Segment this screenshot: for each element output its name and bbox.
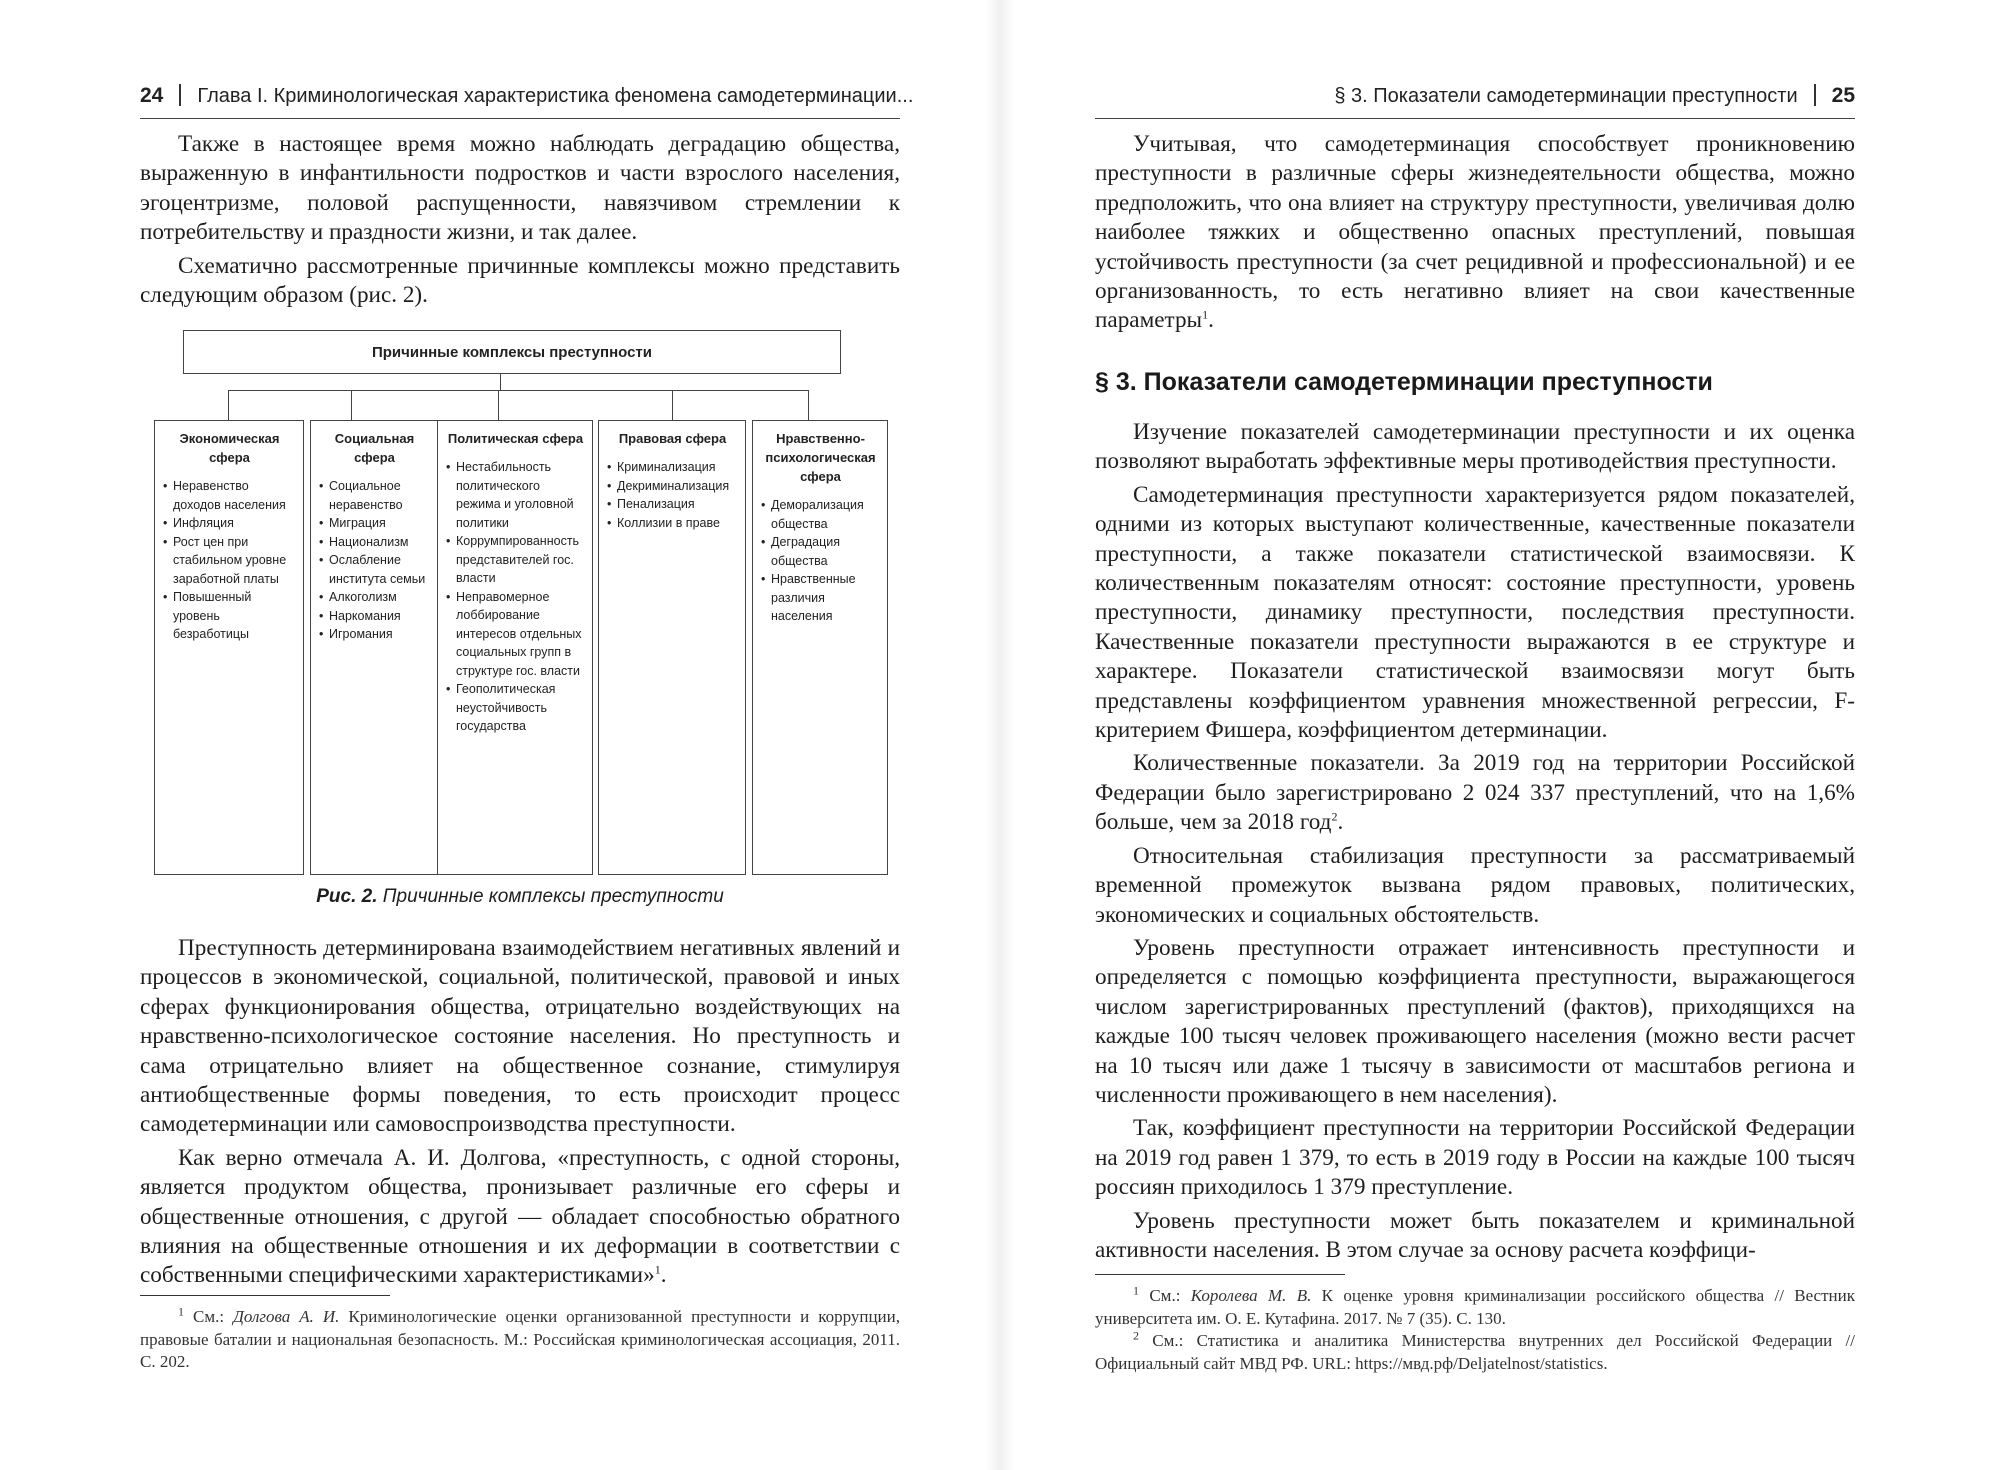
column-item: • Социальное неравенство [317, 477, 432, 514]
paragraph-text: Как верно отмечала А. И. Долгова, «преступность, с одной стороны, является продуктом общества, пронизывает различные его сферы и общественные отношения, с другой — обладает способностью обратного влияния на общественные отношения и их деформации в соответствии с собственными специфическими характеристиками» [140, 1144, 900, 1289]
footnote-prefix: См.: [193, 1307, 234, 1326]
footnote [1095, 1285, 1855, 1330]
column-item: • Инфляция [161, 514, 298, 533]
footnote-mark: 1 [1133, 1283, 1139, 1298]
diagram-column-political [437, 420, 593, 875]
diagram-column-moral [752, 420, 888, 875]
connector-line [351, 390, 352, 420]
paragraph-text: Уровень преступности отражает интенсивность преступности и определяется с помощью коэффициента преступности, выражающегося числом зарегистрированных преступлений (фактов), приходящихся на каждые 100 тысяч человек проживающего населения (можно вести расчет на 10 тысяч или даже 1 тысячу в зависимости от масштабов региона и численности проживающего в нем населения). [1095, 934, 1855, 1108]
paragraph [1095, 749, 1855, 837]
section-heading: § 3. Показатели самодетерминации преступности [1095, 368, 1713, 396]
footnote-prefix: См.: [1149, 1286, 1191, 1305]
connector-line [228, 390, 229, 420]
footnote-author: Долгова А. И. [233, 1307, 340, 1326]
left-footnotes [140, 1306, 900, 1374]
column-item: • Декриминализация [605, 477, 740, 496]
paragraph [1095, 842, 1855, 930]
column-item: • Пенализация [605, 495, 740, 514]
column-item: • Рост цен при стабильном уровне заработной платы [161, 533, 298, 589]
diagram-title: Причинные комплексы преступности [371, 343, 653, 361]
footnote-text: К оценке уровня криминализации российского общества // Вестник университета им. О. Е. Кутафина. 2017. № 7 (35). С. 130. [1095, 1286, 1855, 1328]
footnote-rule [1095, 1274, 1345, 1275]
footnote-ref[interactable]: 2 [1331, 809, 1338, 824]
footnote-prefix: См.: [1152, 1331, 1197, 1350]
header-rule [1095, 118, 1855, 119]
paragraph-text: Преступность детерминирована взаимодействием негативных явлений и процессов в экономической, социальной, политической, правовой и иных сферах функционирования общества, отрицательно воздействующих на нравственно-психологическое состояние населения. Но преступность и сама отрицательно влияет на общественное сознание, стимулируя антиобщественные формы поведения, то есть происходит процесс самодетерминации или самовоспроизводства преступности. [140, 935, 900, 1138]
right-body-bottom [1095, 418, 1855, 1269]
footnote-text: Статистика и аналитика Министерства внутренних дел Российской Федерации // Официальный сайт МВД РФ. URL: https://мвд.рф/Deljatelnost/statistics. [1095, 1331, 1856, 1373]
diagram-title-box [183, 330, 841, 374]
column-item: • Нравственные различия населения [759, 570, 882, 626]
diagram-column-legal [598, 420, 746, 875]
footnote-mark: 1 [178, 1304, 184, 1319]
footnote [140, 1306, 900, 1374]
paragraph-text: Изучение показателей самодетерминации преступности и их оценка позволяют выработать эффективные меры противодействия преступности. [1095, 419, 1855, 475]
paragraph-text: Учитывая, что самодетерминация способствует проникновению преступности в различные сферы жизнедеятельности общества, можно предположить, что она влияет на структуру преступности, увеличивая долю наиболее тяжких и общественно опасных преступлений, повышая устойчивость преступности (за счет рецидивной и профессиональной) и ее организованность, то есть негативно влияет на свои качественные параметры [1095, 131, 1855, 334]
page-number: 24 [140, 84, 164, 107]
paragraph-text: Количественные показатели. За 2019 год на территории Российской Федерации было зарегистрировано 2 024 337 преступлений, что на 1,6% больше, чем за 2018 год [1095, 750, 1855, 836]
paragraph: Схематично рассмотренные причинные комплексы можно представить следующим образом (рис. 2). [140, 252, 900, 309]
connector-line [498, 390, 499, 420]
column-item: • Алкоголизм [317, 588, 432, 607]
column-item: • Коррумпированность представителей гос. власти [444, 532, 587, 588]
footnote-ref[interactable]: 1 [654, 1262, 661, 1277]
paragraph [1095, 934, 1855, 1110]
column-item: • Повышенный уровень безработицы [161, 588, 298, 644]
header-rule [140, 118, 900, 119]
header-separator [1814, 84, 1816, 106]
footnote-mark: 2 [1133, 1328, 1139, 1343]
footnote-text: Криминологические оценки организованной преступности и коррупции, правовые баталии и национальная безопасность. М.: Российская криминологическая ассоциация, 2011. С. 202. [140, 1307, 901, 1371]
column-title: Социальная сфера [334, 431, 415, 465]
connector-line [228, 390, 808, 391]
paragraph-text: Так, коэффициент преступности на территории Российской Федерации на 2019 год равен 1 379, то есть в 2019 году в России на каждые 100 тысяч россиян приходилось 1 379 преступление. [1095, 1115, 1855, 1201]
left-body-bottom [140, 934, 900, 1295]
column-item: • Деморализация общества [759, 496, 882, 533]
paragraph [1095, 1114, 1855, 1202]
header-separator [179, 84, 181, 106]
paragraph-text: Относительная стабилизация преступности за рассматриваемый временной промежуток вызвана рядом правовых, политических, экономических и социальных обстоятельств. [1095, 842, 1855, 928]
running-title: Глава I. Криминологическая характеристика феномена самодетерминации... [197, 85, 914, 107]
footnote-ref[interactable]: 1 [1202, 307, 1209, 322]
paragraph-text: Самодетерминация преступности характеризуется рядом показателей, одними из которых выступают количественные, качественные показатели преступности, а также показатели статистической взаимосвязи. К количественным показателям относят: состояние преступности, уровень преступности, динамику преступности, последствия преступности. Качественные показатели преступности выражаются в ее структуре и характере. Показатели статистической взаимосвязи могут быть представлены коэффициентом уравнения множественной регрессии, F-критерием Фишера, коэффициентом детерминации. [1095, 481, 1855, 744]
paragraph [1095, 418, 1855, 477]
column-item: • Игромания [317, 625, 432, 644]
column-item: • Миграция [317, 514, 432, 533]
diagram-column-economic [154, 420, 304, 875]
column-item: • Неравенство доходов населения [161, 477, 298, 514]
paragraph-tail: . [1208, 307, 1214, 334]
right-footnotes [1095, 1285, 1855, 1375]
paragraph-tail: . [1337, 809, 1344, 836]
left-page-header [140, 84, 913, 108]
page-number: 25 [1831, 84, 1855, 107]
column-item: • Наркомания [317, 607, 432, 626]
column-title: Правовая сфера [618, 431, 727, 446]
column-item: • Нестабильность политического режима и уголовной политики [444, 458, 587, 532]
right-body-top [1095, 130, 1855, 340]
connector-line [672, 390, 673, 420]
figure-caption [140, 886, 900, 908]
column-title: Нравственно-психологическая сфера [765, 431, 876, 484]
column-item: • Национализм [317, 533, 432, 552]
figure-label: Рис. 2. [316, 886, 378, 907]
causal-complex-diagram [140, 330, 900, 875]
connector-line [500, 374, 501, 390]
column-item: • Ослабление института семьи [317, 551, 432, 588]
running-title: § 3. Показатели самодетерминации преступности [1334, 85, 1798, 107]
paragraph [140, 934, 900, 1140]
column-title: Политическая сфера [447, 431, 584, 446]
figure-caption-text: Причинные комплексы преступности [382, 886, 724, 907]
column-title: Экономическая сфера [179, 431, 280, 465]
connector-line [808, 390, 809, 420]
column-item: • Коллизии в праве [605, 514, 740, 533]
diagram-column-social [310, 420, 438, 875]
paragraph: Также в настоящее время можно наблюдать деградацию общества, выраженную в инфантильности подростков и части взрослого населения, эгоцентризме, половой распущенности, навязчивом стремлении к потребительству и праздности жизни, и так далее. [140, 131, 900, 246]
paragraph-text: Уровень преступности может быть показателем и криминальной активности населения. В этом случае за основу расчета коэффици- [1095, 1207, 1855, 1263]
paragraph [1095, 1207, 1855, 1266]
column-item: • Деградация общества [759, 533, 882, 570]
right-page-header [1334, 84, 1855, 108]
footnote [1095, 1330, 1855, 1375]
column-item: • Геополитическая неустойчивость государства [444, 680, 587, 736]
paragraph [1095, 130, 1855, 336]
footnote-author: Королева М. В. [1190, 1286, 1312, 1305]
column-item: • Неправомерное лоббирование интересов отдельных социальных групп в структуре гос. власти [444, 588, 587, 681]
left-body-top [140, 130, 900, 314]
column-item: • Криминализация [605, 458, 740, 477]
paragraph [1095, 481, 1855, 746]
paragraph: Как верно отмечала А. И. Долгова, «преступность, с одной стороны, является продуктом общества, пронизывает различные его сферы и общественные отношения, с другой — обладает способностью обратного влияния на общественные отношения и их деформации в соответствии с собственными специфическими характеристиками»$^1$. [140, 1144, 900, 1289]
footnote-rule [140, 1295, 390, 1296]
